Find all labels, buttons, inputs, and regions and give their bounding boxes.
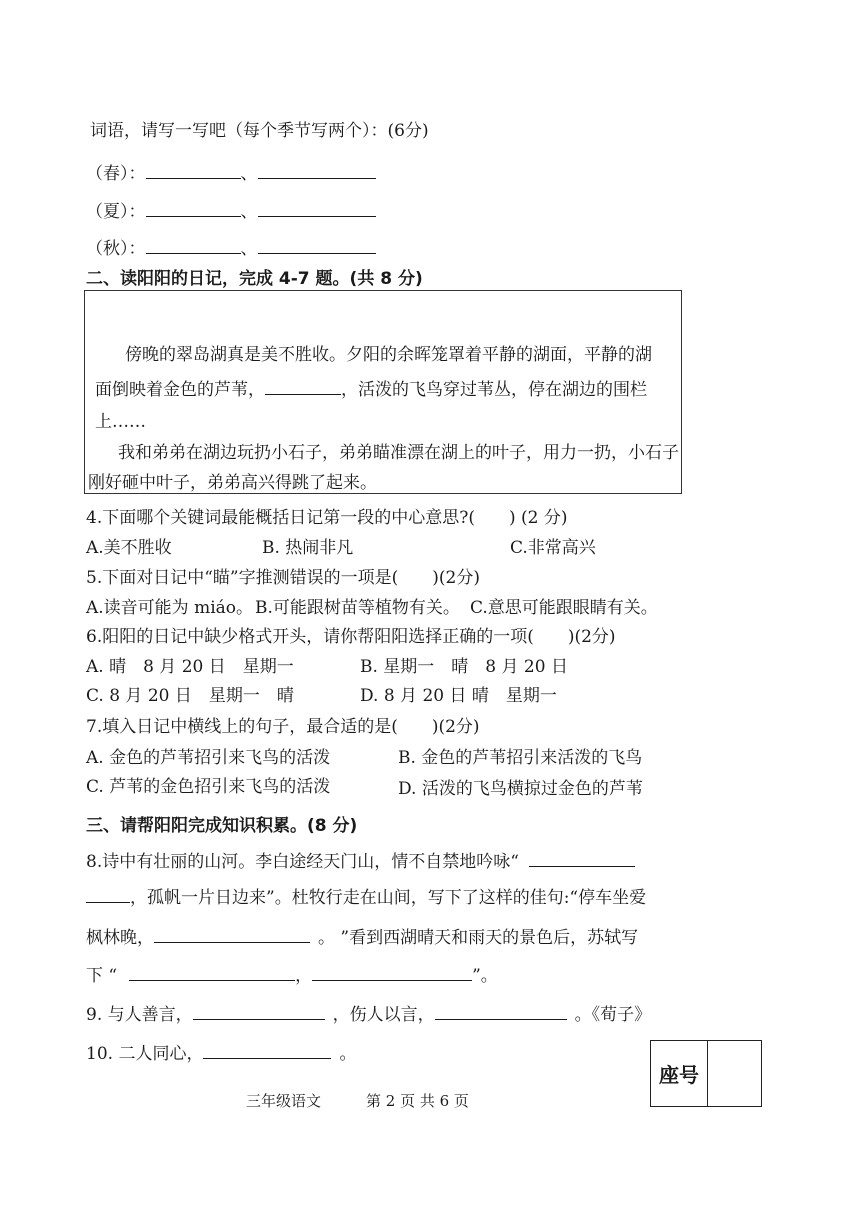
- diary-line: 我和弟弟在湖边玩扔小石子，弟弟瞄准漂在湖上的叶子，用力一扔，小石子: [118, 443, 679, 463]
- diary-line: 刚好砸中叶子，弟弟高兴得跳了起来。: [88, 473, 377, 493]
- quote-blank[interactable]: [203, 1042, 331, 1059]
- q10-line: 10. 二人同心， 。: [86, 1044, 357, 1064]
- seat-number-box: [650, 1040, 762, 1107]
- season-row-autumn: （秋）： 、: [86, 237, 376, 260]
- poem-blank[interactable]: [86, 886, 130, 903]
- q7-option-d[interactable]: D. 活泼的飞鸟横掠过金色的芦苇: [398, 779, 643, 799]
- section2-heading: 二、读阳阳的日记，完成 4-7 题。(共 8 分): [86, 269, 423, 289]
- answer-blank[interactable]: [146, 200, 241, 217]
- q6-option-a[interactable]: A. 晴 8 月 20 日 星期一: [86, 657, 294, 677]
- q6-stem: 6.阳阳的日记中缺少格式开头，请你帮阳阳选择正确的一项( )(2分): [86, 627, 616, 647]
- q8-line: 下 “ ， ”。: [86, 966, 498, 986]
- section3-heading: 三、请帮阳阳完成知识积累。(8 分): [86, 816, 358, 836]
- q8-line: ，孤帆一片日边来”。杜牧行走在山间，写下了这样的佳句:“停车坐爱: [86, 886, 646, 909]
- answer-blank[interactable]: [258, 200, 376, 217]
- footer-subject: 三年级语文: [246, 1092, 322, 1110]
- q5-option-a[interactable]: A.读音可能为 miáo。: [86, 598, 254, 618]
- q4-option-c[interactable]: C.非常高兴: [510, 538, 596, 558]
- q4-stem: 4.下面哪个关键词最能概括日记第一段的中心意思?( ) (2 分): [86, 508, 568, 528]
- q5-option-c[interactable]: C.意思可能跟眼睛有关。: [470, 598, 658, 618]
- diary-line: 上……: [95, 412, 146, 432]
- answer-blank[interactable]: [146, 237, 241, 254]
- footer-page-number: 第 2 页 共 6 页: [366, 1092, 469, 1110]
- season-label: （春）：: [86, 164, 146, 184]
- q6-option-d[interactable]: D. 8 月 20 日 晴 星期一: [360, 686, 557, 706]
- quote-blank[interactable]: [193, 1003, 325, 1020]
- poem-blank[interactable]: [129, 964, 295, 981]
- q4-option-b[interactable]: B. 热闹非凡: [262, 538, 354, 558]
- q3-instruction: 词语，请写一写吧（每个季节写两个）：(6分): [90, 121, 429, 141]
- q4-option-a[interactable]: A.美不胜收: [86, 538, 172, 558]
- poem-blank[interactable]: [312, 964, 472, 981]
- q8-line: 枫林晚， 。 ”看到西湖晴天和雨天的景色后，苏轼写: [86, 928, 639, 948]
- diary-line: 傍晚的翠岛湖真是美不胜收。夕阳的余晖笼罩着平静的湖面，平静的湖: [125, 345, 652, 365]
- q9-line: 9. 与人善言， ，伤人以言， 。《荀子》: [86, 1005, 652, 1025]
- q6-option-b[interactable]: B. 星期一 晴 8 月 20 日: [360, 657, 568, 677]
- q5-option-b[interactable]: B.可能跟树苗等植物有关。: [255, 598, 460, 618]
- season-label: （秋）：: [86, 239, 146, 259]
- poem-blank[interactable]: [529, 850, 635, 867]
- quote-blank[interactable]: [435, 1003, 567, 1020]
- q7-option-a[interactable]: A. 金色的芦苇招引来飞鸟的活泼: [86, 748, 331, 768]
- q6-option-c[interactable]: C. 8 月 20 日 星期一 晴: [86, 686, 294, 706]
- q7-option-c[interactable]: C. 芦苇的金色招引来飞鸟的活泼: [86, 777, 331, 797]
- answer-blank[interactable]: [146, 162, 241, 179]
- diary-line: 面倒映着金色的芦苇， ，活泼的飞鸟穿过苇丛，停在湖边的围栏: [95, 380, 647, 400]
- answer-blank[interactable]: [258, 237, 376, 254]
- seat-label: 座号: [651, 1041, 708, 1106]
- season-row-spring: （春）： 、: [86, 162, 376, 185]
- season-label: （夏）：: [86, 202, 146, 222]
- q5-stem: 5.下面对日记中“瞄”字推测错误的一项是( )(2分): [86, 568, 480, 588]
- season-row-summer: （夏）： 、: [86, 200, 376, 223]
- q7-option-b[interactable]: B. 金色的芦苇招引来活泼的飞鸟: [398, 748, 643, 768]
- q8-line: 8.诗中有壮丽的山河。李白途经天门山，情不自禁地吟咏“: [86, 850, 635, 873]
- diary-blank[interactable]: [265, 378, 341, 395]
- q7-stem: 7.填入日记中横线上的句子，最合适的是( )(2分): [86, 717, 480, 737]
- answer-blank[interactable]: [258, 162, 376, 179]
- poem-blank[interactable]: [154, 926, 310, 943]
- seat-number-field[interactable]: [708, 1041, 761, 1106]
